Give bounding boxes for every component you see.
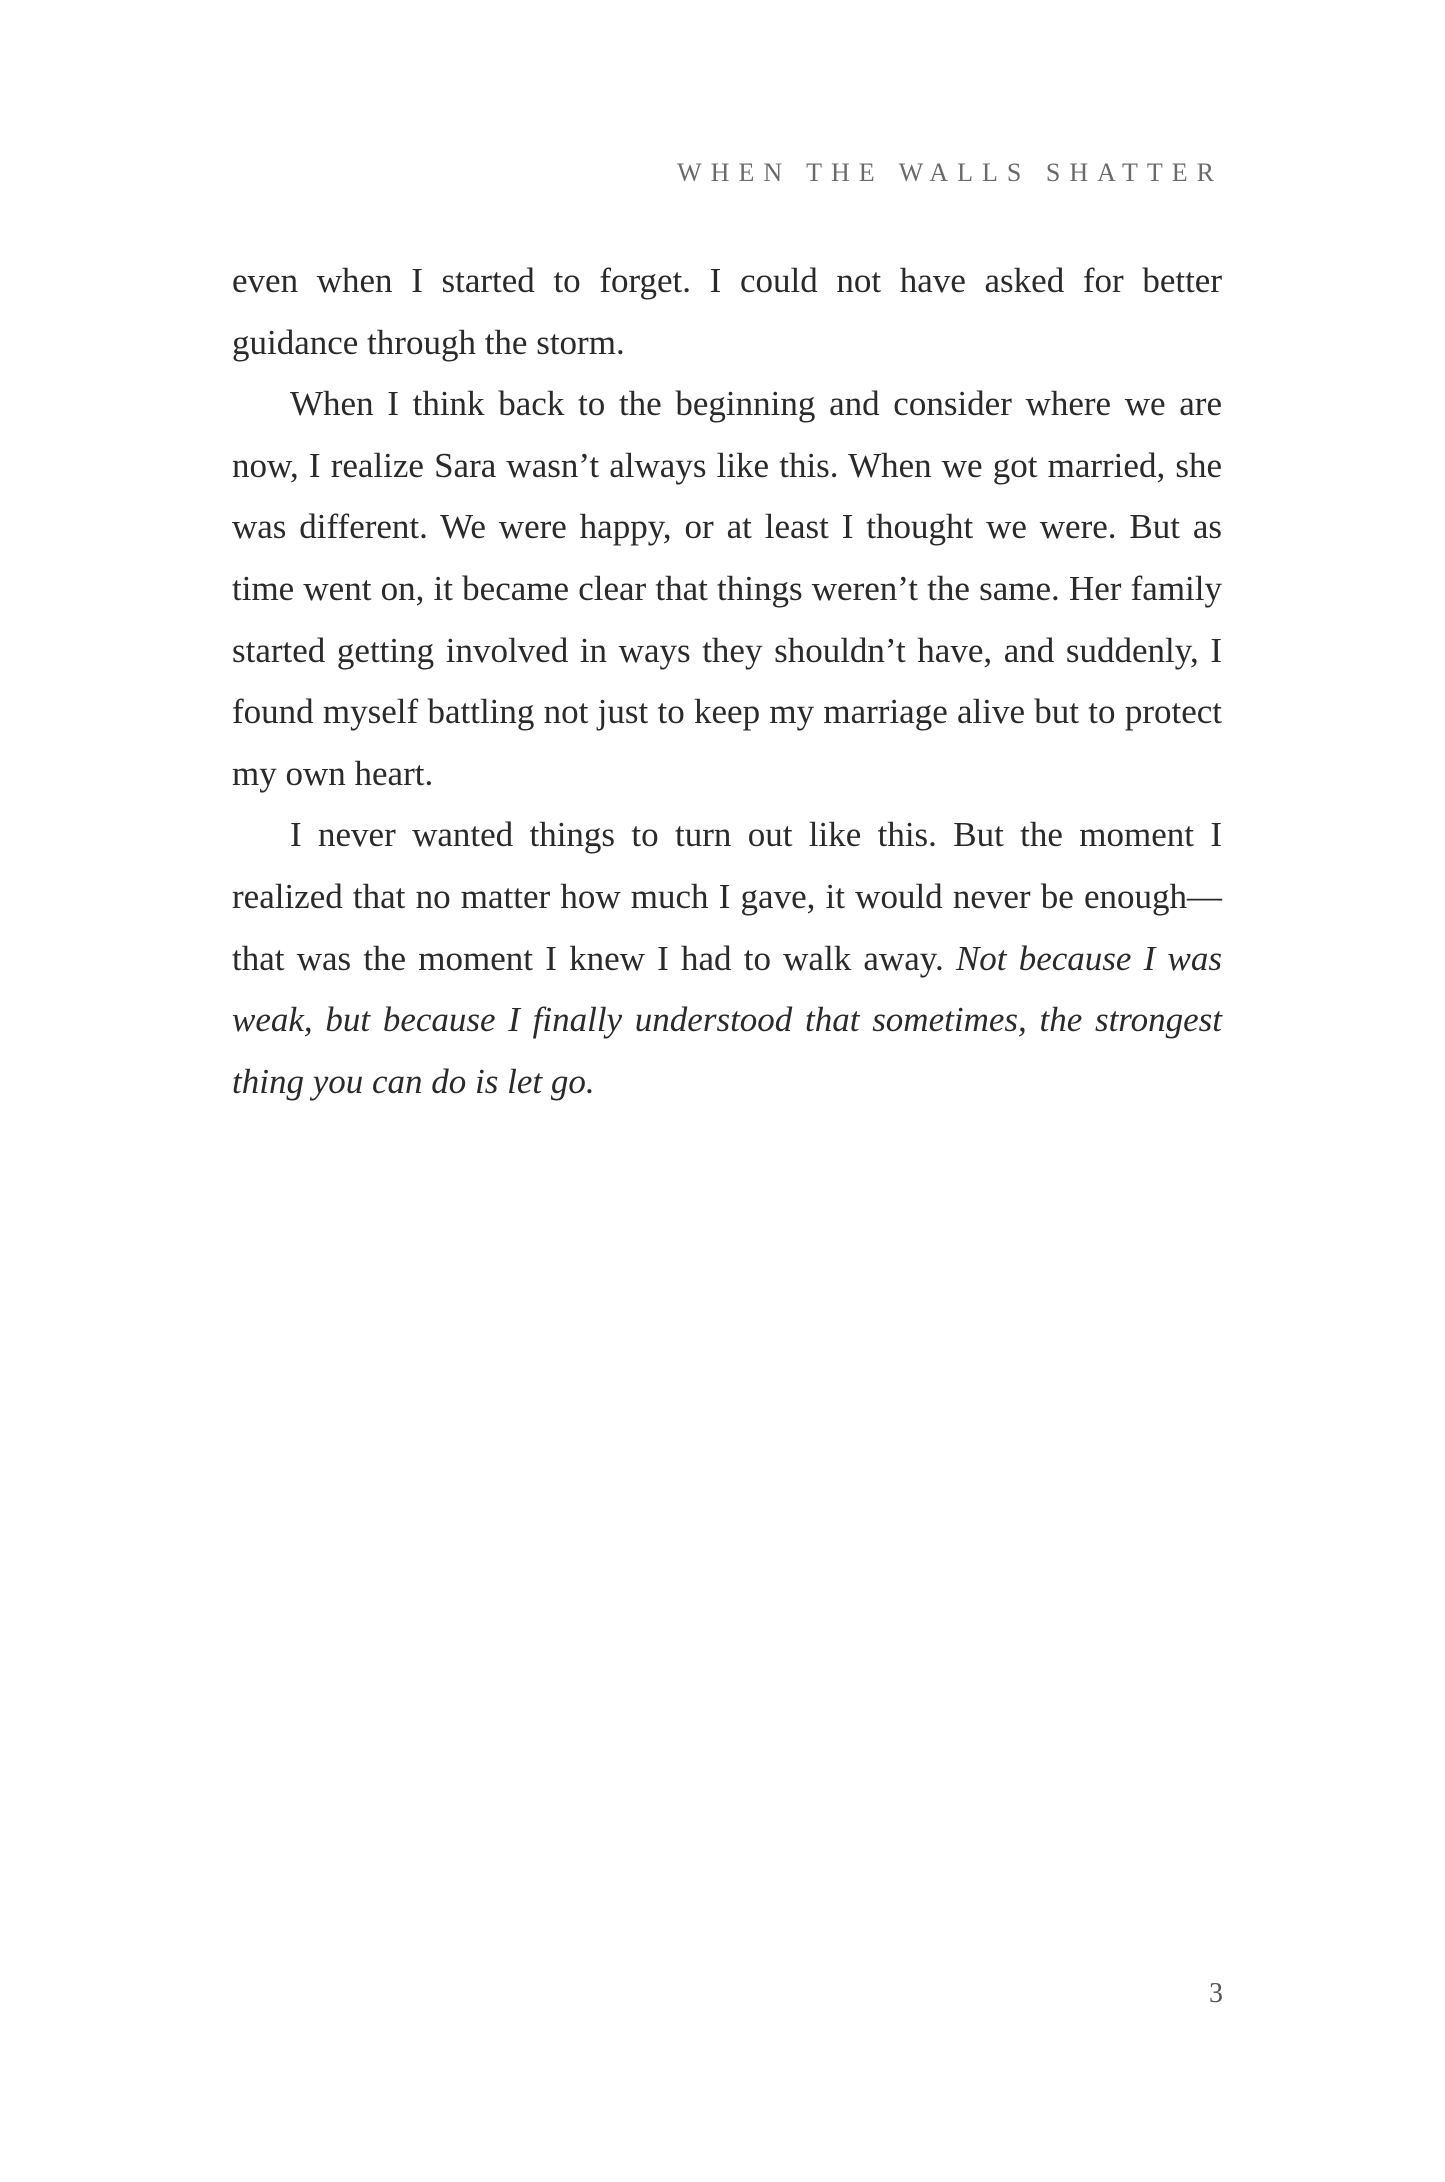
running-head: WHEN THE WALLS SHATTER [677,158,1223,187]
paragraph-3-roman: I never wanted things to turn out like this. But the moment I realized that no matter how much I gave, it would never be enough—that was the moment I knew I had to walk away. [232,815,1222,978]
paragraph-3-italic: Not because I was weak, but because I finally understood that sometimes, the strongest thing you can do is let go. [232,938,1222,1101]
paragraph-2: When I think back to the beginning and consider where we are now, I realize Sara wasn’t always like this. When we got married, she was different. We were happy, or at least I thought we were. But as time went on, it became clear that things weren’t the same. Her family started getting involved in ways they shouldn’t have, and suddenly, I found myself battling not just to keep my marriage alive but to protect my own heart. [232,384,1222,793]
page-number: 3 [1209,1978,1223,2009]
body-text [232,250,1222,1112]
paragraph-3 [232,804,1222,1112]
paragraph-1: even when I started to forget. I could not have asked for better guidance through the storm. [232,261,1222,362]
